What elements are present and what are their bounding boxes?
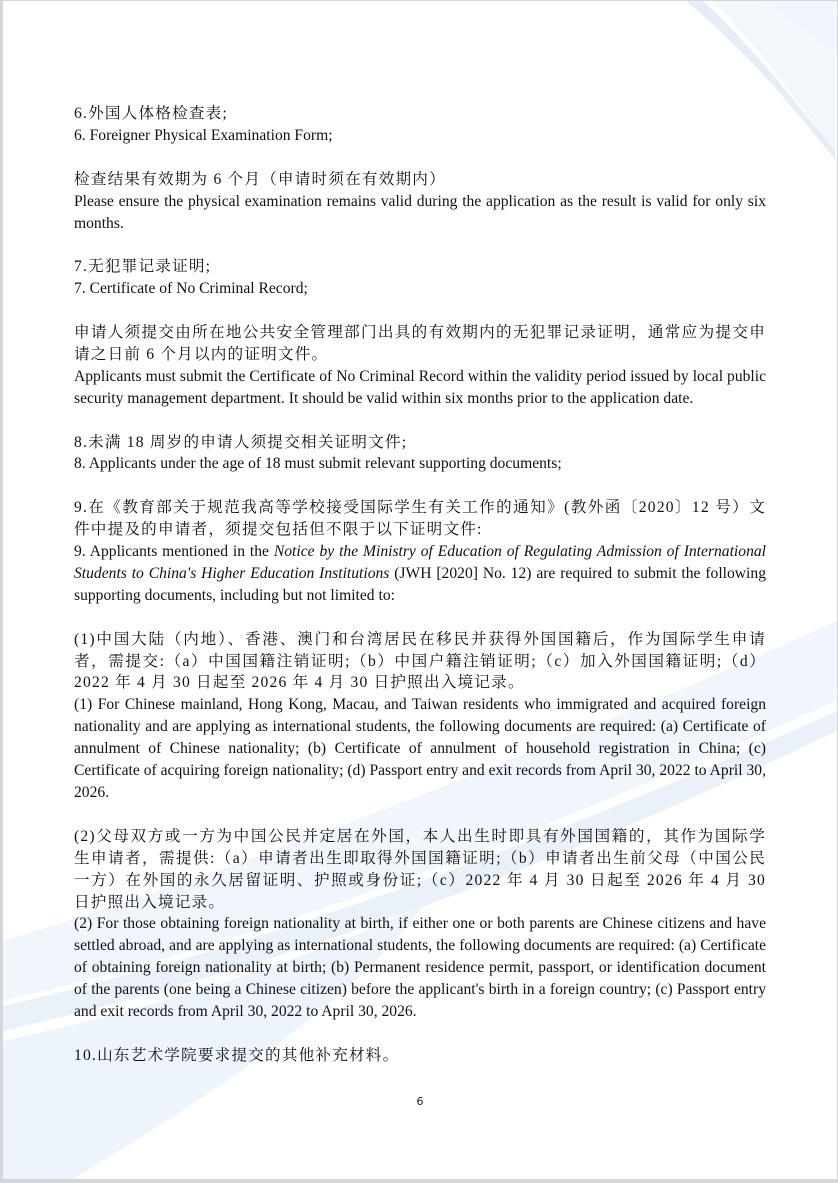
section-9-item-2-zh: (2)父母双方或一方为中国公民并定居在外国，本人出生时即具有外国国籍的，其作为国际学生申请者，需提供:（a）申请者出生即取得外国国籍证明;（b）申请者出生前父母（中国公民一方）在外国的永久居留证明、护照或身份证;（c）2022 年 4 月 30 日起至 2026 年 4 月 30 日护照出入境记录。: [74, 827, 766, 911]
section-6-note-zh: 检查结果有效期为 6 个月（申请时须在有效期内）: [74, 170, 446, 188]
section-9-item-1-zh: (1)中国大陆（内地）、香港、澳门和台湾居民在移民并获得外国国籍后，作为国际学生申请者，需提交:（a）中国国籍注销证明;（b）中国户籍注销证明;（c）加入外国国籍证明;（d）2022 年 4 月 30 日起至 2026 年 4 月 30 日护照出入境记录。: [74, 630, 766, 692]
section-6-title-en: 6. Foreigner Physical Examination Form;: [74, 126, 333, 144]
section-6-note-en: Please ensure the physical examination remains valid during the application as the result is valid for only six months.: [74, 192, 766, 232]
page-number: 6: [416, 1095, 424, 1108]
section-7-title-zh: 7.无犯罪记录证明;: [74, 258, 212, 276]
document-page: [3, 1, 837, 1179]
section-9-item-1-en: (1) For Chinese mainland, Hong Kong, Macau, and Taiwan residents who immigrated and acquired foreign nationality and are applying as international students, the following documents are required: (a) Certificate of annulment of Chinese nationality; (b) Certificate of annulment of household registration in China; (c) Certificate of acquiring foreign nationality; (d) Passport entry and exit records from April 30, 2022 to April 30, 2026.: [74, 696, 766, 801]
section-6-title-zh: 6.外国人体格检查表;: [74, 105, 228, 122]
section-9-title-en: [74, 541, 766, 607]
section-7-title-en: 7. Certificate of No Criminal Record;: [74, 280, 308, 298]
section-8-title-zh: 8.未满 18 周岁的申请人须提交相关证明文件;: [74, 433, 408, 451]
section-9-en-prefix: 9. Applicants mentioned in the: [74, 543, 274, 561]
section-9-title-zh: 9.在《教育部关于规范我高等学校接受国际学生有关工作的通知》(教外函〔2020〕12 号）文件中提及的申请者，须提交包括但不限于以下证明文件:: [74, 499, 766, 539]
section-10-title-zh: 10.山东艺术学院要求提交的其他补充材料。: [74, 1046, 400, 1064]
section-7-note-zh: 申请人须提交由所在地公共安全管理部门出具的有效期内的无犯罪记录证明，通常应为提交申请之日前 6 个月以内的证明文件。: [74, 324, 766, 363]
section-9-en-suffix: (JWH [2020] No. 12) are required to submit the following supporting documents, including but not limited to:: [74, 564, 766, 604]
document-body: [74, 103, 766, 1067]
section-8-title-en: 8. Applicants under the age of 18 must submit relevant supporting documents;: [74, 455, 562, 473]
section-7-note-en: Applicants must submit the Certificate of No Criminal Record within the validity period issued by local public security management department. It should be valid within six months prior to the application date.: [74, 367, 766, 407]
section-9-item-2-en: (2) For those obtaining foreign nationality at birth, if either one or both parents are Chinese citizens and have settled abroad, and are applying as international students, the following documents are required: (a) Certificate of obtaining foreign nationality at birth; (b) Permanent residence permit, passport, or identification document of the parents (one being a Chinese citizen) before the applicant's birth in a foreign country; (c) Passport entry and exit records from April 30, 2022 to April 30, 2026.: [74, 915, 766, 1021]
notice-title-italic: Notice by the Ministry of Education of Regulating Admission of International Students to China's Higher Education Institutions: [74, 543, 766, 582]
